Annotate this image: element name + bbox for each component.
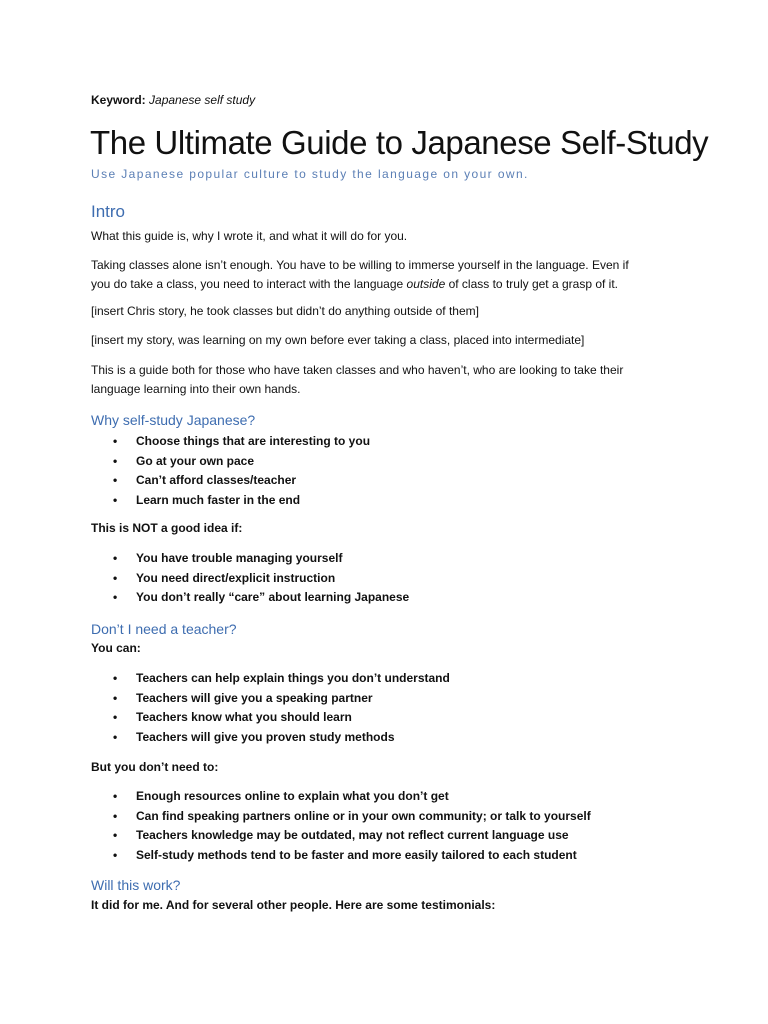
list-item: • Teachers will give you a speaking partner [91,689,450,709]
intro-paragraph-3: [insert Chris story, he took classes but didn’t do anything outside of them] [91,304,479,318]
list-item: • Teachers will give you proven study methods [91,728,450,748]
intro-paragraph-2 [91,256,671,294]
you-can-paragraph: You can: [91,641,141,655]
list-item: • Self-study methods tend to be faster and more easily tailored to each student [91,846,591,866]
list-item: • Learn much faster in the end [91,491,370,511]
list-item: • Teachers know what you should learn [91,708,450,728]
heading-why-self-study: Why self-study Japanese? [91,412,256,428]
intro-paragraph-5-line-2: language learning into their own hands. [91,382,301,396]
teacher-can-bullet-list [91,669,450,747]
intro-paragraph-5 [91,361,671,399]
why-bullet-list [91,432,370,510]
not-good-bullet-list [91,549,409,608]
list-item: • Choose things that are interesting to you [91,432,370,452]
intro-paragraph-2-line-2b: of class to truly get a grasp of it. [445,277,618,291]
document-subtitle: Use Japanese popular culture to study the language on your own. [91,167,529,181]
list-item: • Go at your own pace [91,452,370,472]
list-item: • Teachers can help explain things you don’t understand [91,669,450,689]
list-item: • You need direct/explicit instruction [91,569,409,589]
keyword-line [91,93,255,107]
testimonials-paragraph: It did for me. And for several other people. Here are some testimonials: [91,898,496,912]
intro-paragraph-5-line-1: This is a guide both for those who have taken classes and who haven’t, who are looking to take their [91,363,624,377]
intro-paragraph-2-emphasis: outside [406,277,446,291]
intro-paragraph-2-line-2a: you do take a class, you need to interact with the language [91,277,407,291]
intro-paragraph-2-line-1: Taking classes alone isn’t enough. You have to be willing to immerse yourself in the language. Even if [91,258,629,272]
list-item: • Can’t afford classes/teacher [91,471,370,491]
teacher-dont-need-bullet-list [91,787,591,865]
heading-need-teacher: Don’t I need a teacher? [91,621,237,637]
heading-will-this-work: Will this work? [91,877,181,893]
list-item: • You don’t really “care” about learning Japanese [91,588,409,608]
not-good-idea-paragraph: This is NOT a good idea if: [91,521,243,535]
keyword-label: Keyword: [91,93,146,107]
list-item: • Enough resources online to explain what you don’t get [91,787,591,807]
document-title: The Ultimate Guide to Japanese Self-Study [90,124,709,161]
list-item: • Can find speaking partners online or in your own community; or talk to yourself [91,807,591,827]
keyword-value: Japanese self study [149,93,256,107]
heading-intro: Intro [91,202,126,221]
list-item: • Teachers knowledge may be outdated, may not reflect current language use [91,826,591,846]
intro-paragraph-4: [insert my story, was learning on my own before ever taking a class, placed into intermediate] [91,333,585,347]
but-you-dont-paragraph: But you don’t need to: [91,760,219,774]
intro-paragraph-1: What this guide is, why I wrote it, and what it will do for you. [91,229,408,243]
list-item: • You have trouble managing yourself [91,549,409,569]
